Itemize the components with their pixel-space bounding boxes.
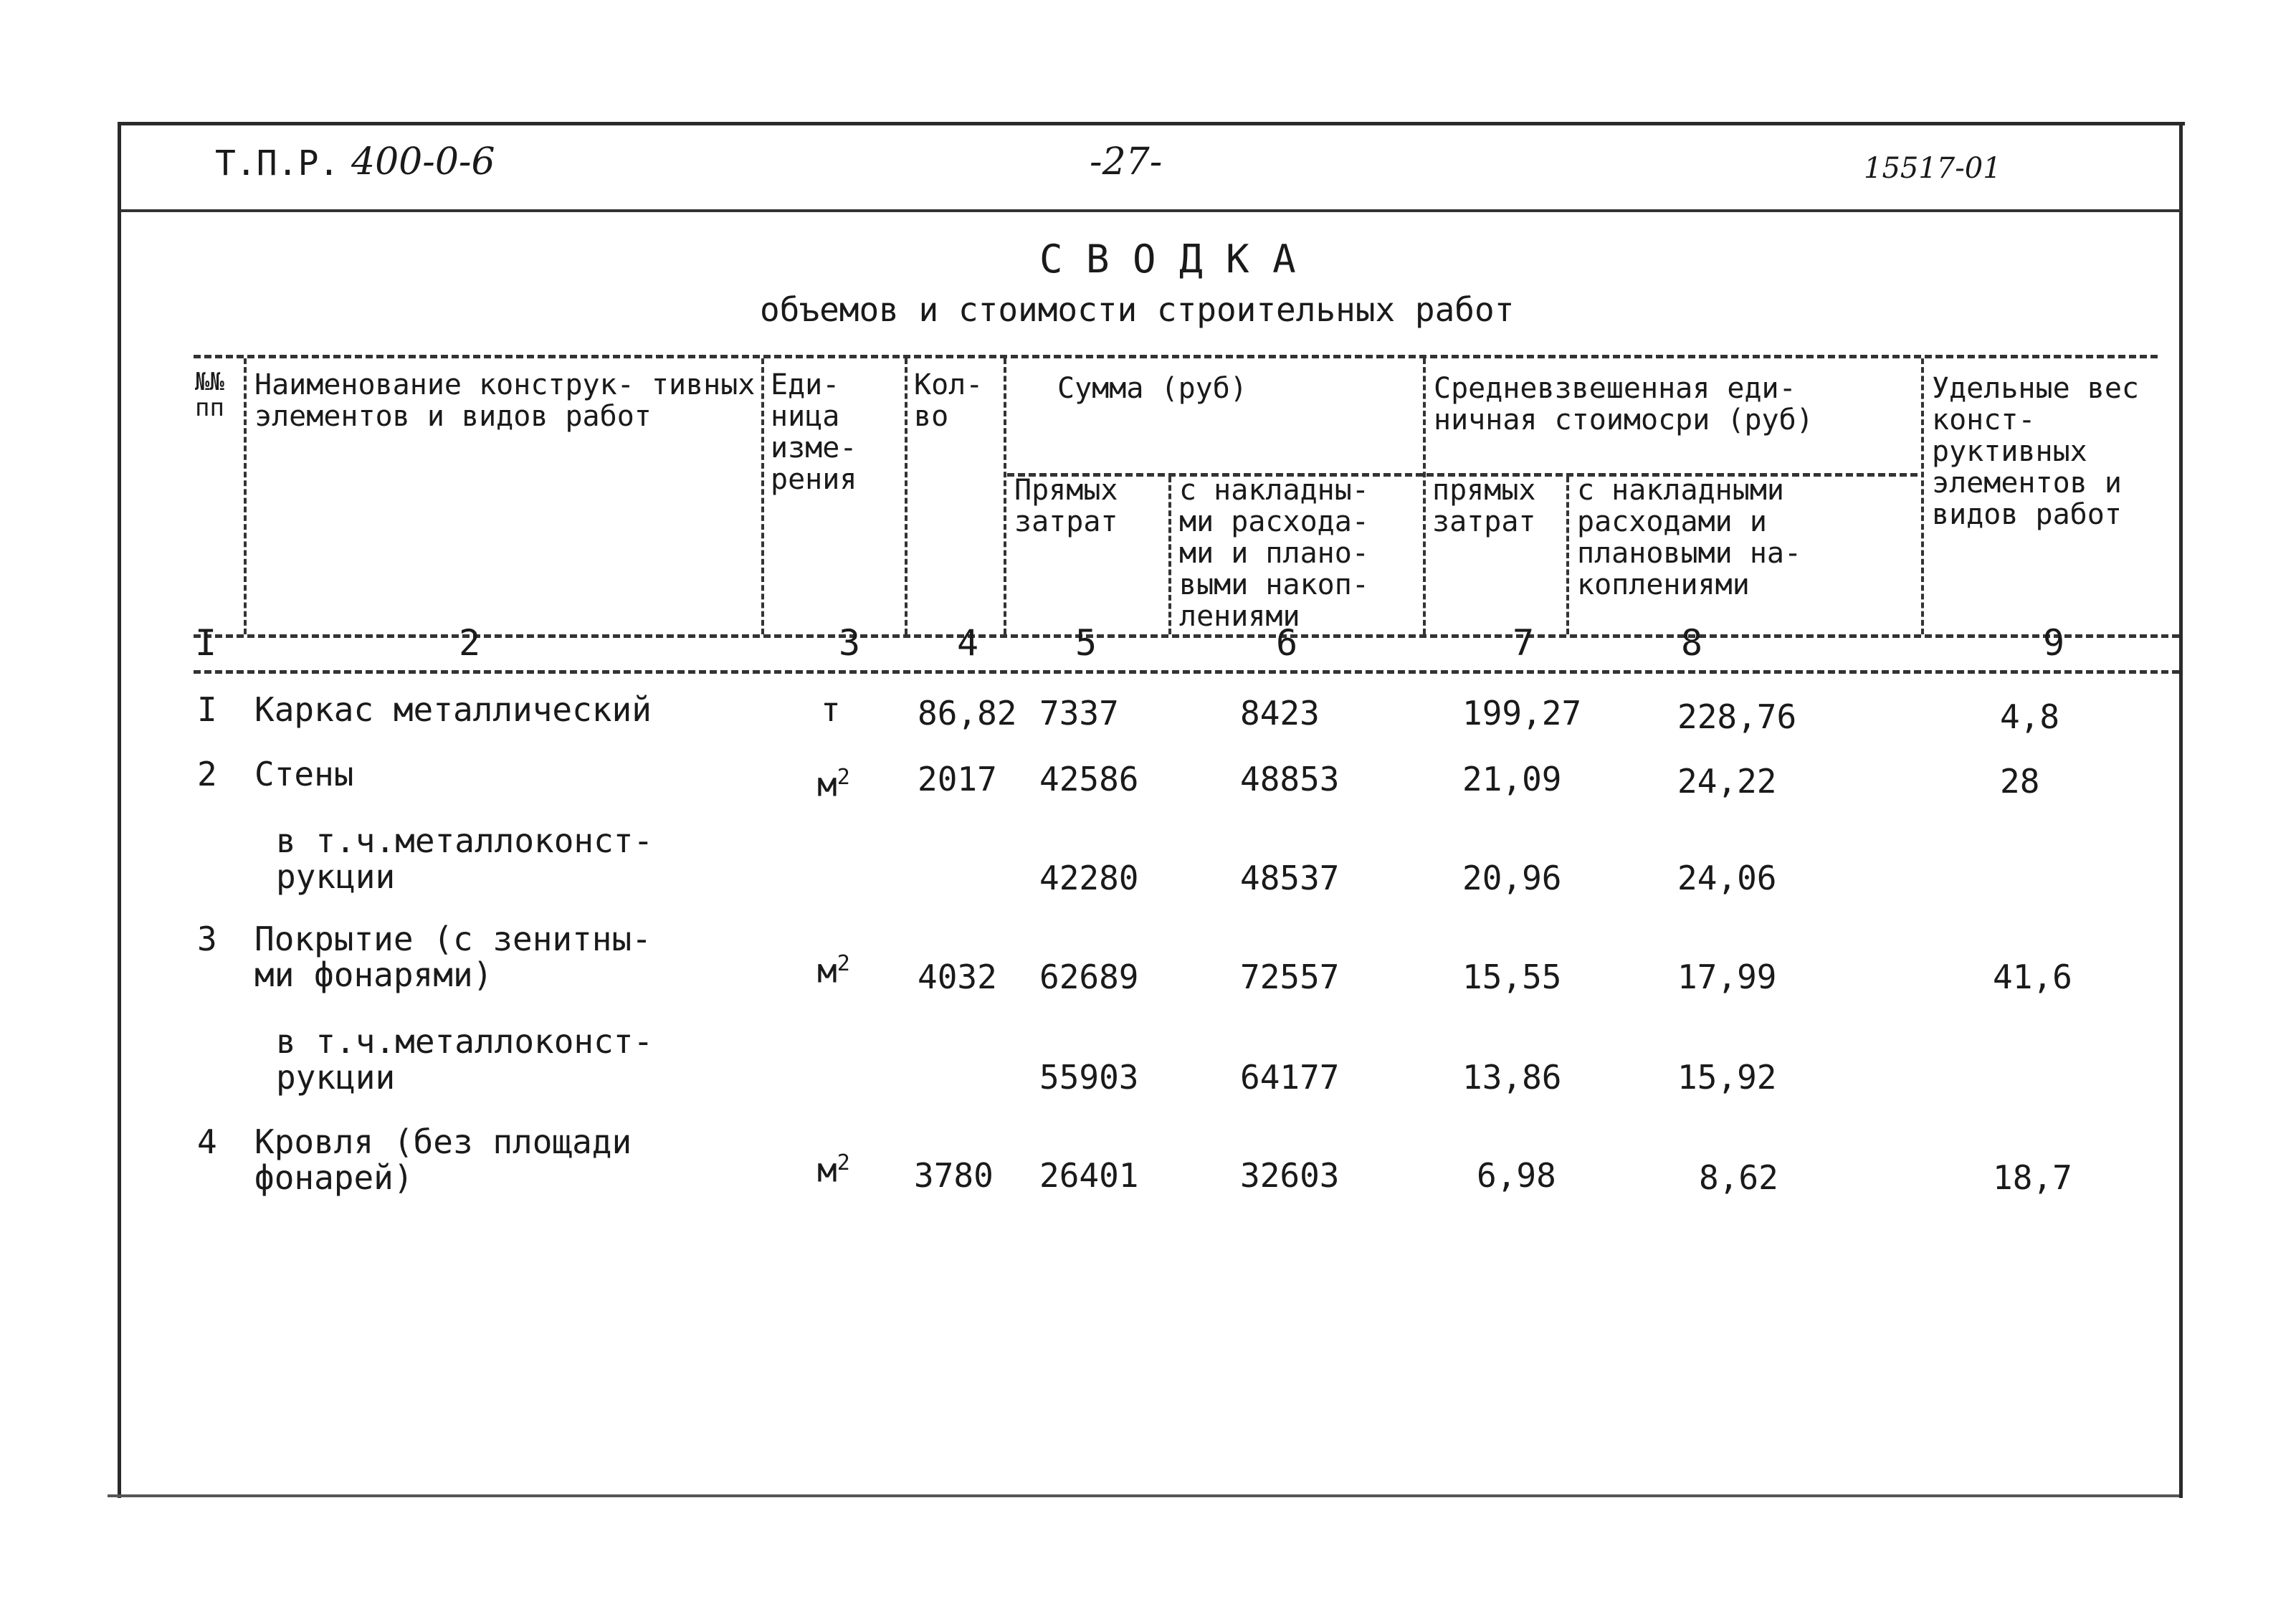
column-number: 7 [1513,622,1535,664]
table-top-rule [194,355,2158,358]
row-quantity: 86,82 [918,694,1017,733]
row-item-name: в т.ч.металлоконст- рукции [276,821,654,896]
col-divider-4 [1004,358,1006,634]
row-avg-overhead: 24,22 [1677,762,1777,801]
frame-right-border [2179,122,2183,1498]
row-item-name: Каркас металлический [254,690,652,729]
row-quantity: 3780 [914,1156,994,1195]
row-number: 4 [197,1122,217,1161]
row-avg-direct: 20,96 [1462,859,1562,897]
doc-number: 400-0-6 [351,140,495,183]
col-divider-5 [1168,477,1171,634]
column-number: I [195,622,217,664]
row-item-name: Кровля (без площади фонарей) [254,1122,632,1197]
row-avg-overhead: 8,62 [1699,1158,1778,1197]
header-quantity: Кол- во [914,368,983,433]
header-item-name: Наименование конструк- тивных элементов и видов работ [254,368,756,433]
row-overhead-costs: 72557 [1240,958,1340,996]
row-weight: 41,6 [1993,958,2072,996]
frame-bottom-border [108,1494,2179,1497]
header-overhead-costs: с накладны- ми расхода- ми и плано- выми накоп- лениями [1179,474,1369,633]
row-overhead-costs: 64177 [1240,1058,1340,1097]
header-sum-group: Сумма (руб) [1057,372,1247,405]
header-row-number: №№ пп [195,368,224,422]
row-avg-direct: 13,86 [1462,1058,1562,1097]
header-avg-group: Средневзвешенная еди- ничная стоимосри (руб) [1434,372,1814,436]
row-overhead-costs: 32603 [1240,1156,1340,1195]
col-divider-3 [905,358,908,634]
row-direct-costs: 62689 [1039,958,1139,996]
header-avg-overhead: с накладными расходами и плановыми на- коплениями [1577,474,1802,601]
row-overhead-costs: 48853 [1240,760,1340,798]
page-number: -27- [1090,140,1163,183]
row-weight: 4,8 [2000,697,2060,736]
doc-prefix: Т.П.Р. [215,143,340,183]
row-avg-overhead: 17,99 [1677,958,1777,996]
row-item-name: Покрытие (с зенитны- ми фонарями) [254,920,652,994]
row-weight: 18,7 [1993,1158,2072,1197]
column-number: 6 [1276,622,1298,664]
row-direct-costs: 55903 [1039,1058,1139,1097]
row-direct-costs: 26401 [1039,1156,1139,1195]
row-number: I [197,690,217,729]
column-numbers-rule [194,670,2179,674]
header-separator [120,209,2181,212]
frame-left-border [118,122,121,1498]
row-item-name: Стены [254,755,354,793]
row-weight: 28 [2000,762,2040,801]
col-divider-2 [761,358,764,634]
row-quantity: 2017 [918,760,997,798]
row-avg-direct: 21,09 [1462,760,1562,798]
document-title: С В О Д К А [1039,237,1296,282]
row-unit: $м^2$ [817,951,850,991]
row-avg-overhead: 15,92 [1677,1058,1777,1097]
header-bottom-rule [194,634,2179,638]
header-unit: Еди- ница изме- рения [771,368,857,496]
document-subtitle: объемов и стоимости строительных работ [760,290,1515,329]
column-number: 8 [1681,622,1703,664]
header-direct-costs: Прямых затрат [1014,474,1118,538]
col-divider-1 [244,358,247,634]
column-number: 5 [1075,622,1097,664]
row-overhead-costs: 48537 [1240,859,1340,897]
row-item-name: в т.ч.металлоконст- рукции [276,1022,654,1097]
row-avg-direct: 15,55 [1462,958,1562,996]
frame-top-border [120,122,2185,125]
col-divider-7 [1566,477,1569,634]
row-avg-direct: 6,98 [1477,1156,1556,1195]
column-number: 3 [839,622,861,664]
row-unit: $м^2$ [817,765,850,804]
row-number: 3 [197,920,217,958]
row-unit: $м^2$ [817,1150,850,1190]
col-divider-6 [1423,358,1426,634]
row-direct-costs: 42280 [1039,859,1139,897]
column-number: 2 [459,622,481,664]
archive-code: 15517-01 [1864,152,2001,185]
column-number: 9 [2043,622,2065,664]
row-overhead-costs: 8423 [1240,694,1320,733]
row-avg-overhead: 24,06 [1677,859,1777,897]
row-number: 2 [197,755,217,793]
column-number: 4 [957,622,979,664]
header-avg-direct: прямых затрат [1432,474,1536,538]
row-quantity: 4032 [918,958,997,996]
row-unit: т [821,690,841,729]
col-divider-8 [1921,358,1924,634]
header-weight: Удельные вес конст- руктивных элементов и видов работ [1932,372,2139,531]
row-direct-costs: 42586 [1039,760,1139,798]
row-direct-costs: 7337 [1039,694,1119,733]
row-avg-overhead: 228,76 [1677,697,1797,736]
row-avg-direct: 199,27 [1462,694,1582,733]
